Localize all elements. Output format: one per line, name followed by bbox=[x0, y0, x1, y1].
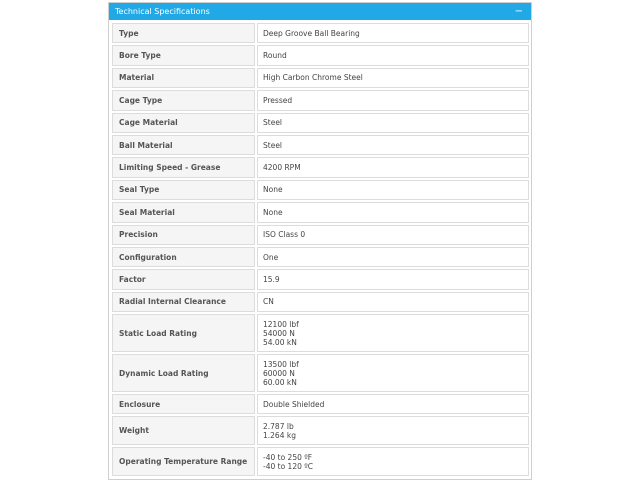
spec-label: Precision bbox=[112, 225, 255, 245]
spec-value bbox=[257, 90, 529, 110]
spec-row bbox=[112, 157, 529, 177]
panel-title: Technical Specifications bbox=[115, 7, 210, 16]
spec-label: Bore Type bbox=[112, 45, 255, 65]
spec-label: Limiting Speed - Grease bbox=[112, 157, 255, 177]
spec-value-line: 60000 N bbox=[263, 368, 295, 378]
spec-value bbox=[257, 45, 529, 65]
spec-value-line: 4200 RPM bbox=[263, 163, 301, 173]
spec-value-line: -40 to 250 ºF bbox=[263, 452, 313, 462]
spec-value bbox=[257, 202, 529, 222]
spec-row bbox=[112, 394, 529, 414]
panel-header[interactable] bbox=[109, 3, 531, 20]
spec-row bbox=[112, 354, 529, 392]
spec-label: Factor bbox=[112, 269, 255, 289]
spec-row bbox=[112, 202, 529, 222]
spec-value bbox=[257, 416, 529, 445]
spec-value bbox=[257, 447, 529, 476]
spec-value bbox=[257, 314, 529, 352]
spec-value-line: Round bbox=[263, 51, 287, 61]
spec-value-line: 60.00 kN bbox=[263, 377, 297, 387]
spec-value-line: None bbox=[263, 207, 283, 217]
spec-row bbox=[112, 292, 529, 312]
spec-value bbox=[257, 135, 529, 155]
collapse-icon[interactable]: − bbox=[514, 5, 523, 17]
spec-value bbox=[257, 180, 529, 200]
spec-value-line: 13500 lbf bbox=[263, 359, 299, 369]
spec-value bbox=[257, 269, 529, 289]
spec-row bbox=[112, 113, 529, 133]
spec-value bbox=[257, 23, 529, 43]
spec-value-line: 2.787 lb bbox=[263, 421, 294, 431]
spec-value-line: 1.264 kg bbox=[263, 430, 296, 440]
spec-label: Dynamic Load Rating bbox=[112, 354, 255, 392]
spec-label: Cage Type bbox=[112, 90, 255, 110]
spec-label: Configuration bbox=[112, 247, 255, 267]
spec-row bbox=[112, 45, 529, 65]
spec-value-line: One bbox=[263, 252, 279, 262]
spec-value-line: Deep Groove Ball Bearing bbox=[263, 28, 360, 38]
spec-value bbox=[257, 247, 529, 267]
spec-label: Material bbox=[112, 68, 255, 88]
spec-row bbox=[112, 247, 529, 267]
spec-value-line: ISO Class 0 bbox=[263, 230, 306, 240]
spec-label: Ball Material bbox=[112, 135, 255, 155]
spec-row bbox=[112, 135, 529, 155]
spec-row bbox=[112, 180, 529, 200]
spec-value-line: 54.00 kN bbox=[263, 337, 297, 347]
spec-label: Type bbox=[112, 23, 255, 43]
spec-row bbox=[112, 225, 529, 245]
spec-value-line: Pressed bbox=[263, 95, 293, 105]
spec-label: Cage Material bbox=[112, 113, 255, 133]
spec-row bbox=[112, 314, 529, 352]
spec-row bbox=[112, 447, 529, 476]
spec-row bbox=[112, 68, 529, 88]
spec-value-line: Steel bbox=[263, 140, 283, 150]
spec-label: Weight bbox=[112, 416, 255, 445]
spec-value-line: -40 to 120 ºC bbox=[263, 461, 314, 471]
spec-value-line: None bbox=[263, 185, 283, 195]
spec-label: Operating Temperature Range bbox=[112, 447, 255, 476]
spec-row bbox=[112, 416, 529, 445]
spec-label: Enclosure bbox=[112, 394, 255, 414]
spec-label: Static Load Rating bbox=[112, 314, 255, 352]
spec-value-line: High Carbon Chrome Steel bbox=[263, 73, 363, 83]
spec-value-line: Steel bbox=[263, 118, 283, 128]
spec-value-line: Double Shielded bbox=[263, 399, 325, 409]
spec-row bbox=[112, 90, 529, 110]
spec-row bbox=[112, 23, 529, 43]
spec-value bbox=[257, 354, 529, 392]
spec-value-line: CN bbox=[263, 297, 274, 307]
technical-specifications-panel bbox=[108, 2, 532, 480]
spec-value bbox=[257, 225, 529, 245]
spec-value bbox=[257, 394, 529, 414]
spec-value-line: 15.9 bbox=[263, 274, 280, 284]
spec-value bbox=[257, 113, 529, 133]
spec-value bbox=[257, 157, 529, 177]
spec-value bbox=[257, 68, 529, 88]
spec-label: Radial Internal Clearance bbox=[112, 292, 255, 312]
spec-row bbox=[112, 269, 529, 289]
spec-label: Seal Type bbox=[112, 180, 255, 200]
spec-value bbox=[257, 292, 529, 312]
spec-table bbox=[109, 20, 531, 476]
spec-value-line: 54000 N bbox=[263, 328, 295, 338]
spec-value-line: 12100 lbf bbox=[263, 319, 299, 329]
spec-label: Seal Material bbox=[112, 202, 255, 222]
